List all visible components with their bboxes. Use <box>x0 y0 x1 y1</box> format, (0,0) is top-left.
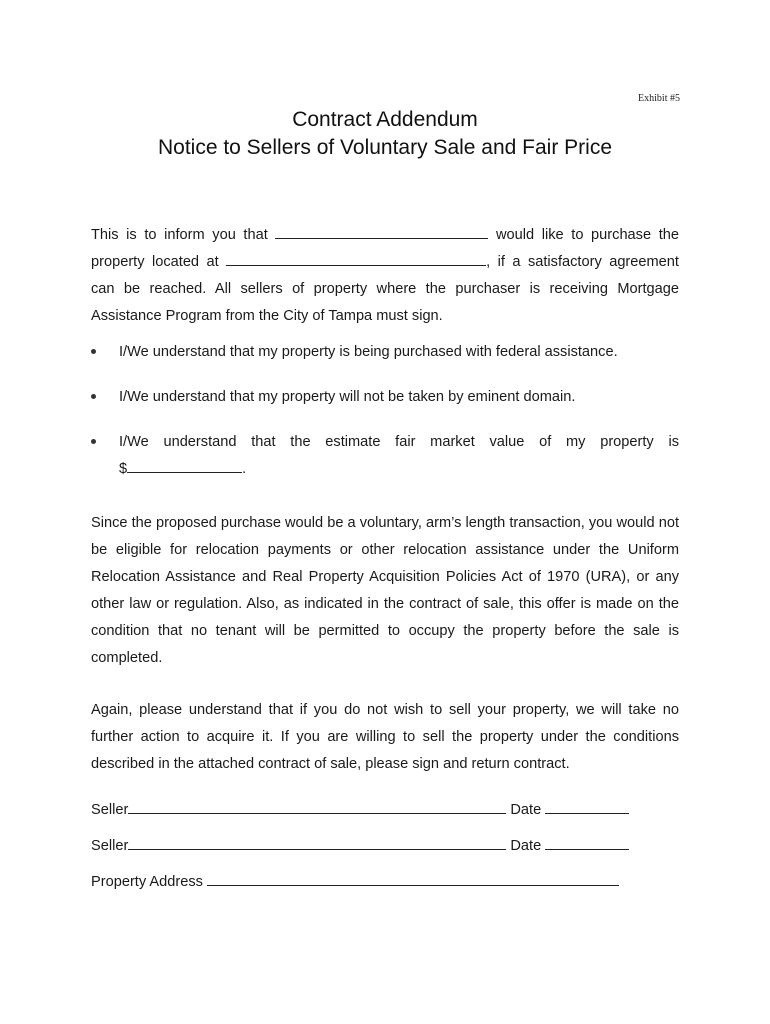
title-line-1: Contract Addendum <box>292 108 478 131</box>
property-address-field[interactable] <box>207 870 619 886</box>
date-label: Date <box>510 838 542 854</box>
closing-paragraph: Again, please understand that if you do not wish to sell your property, we will take no further action to acquire it. If you are willing to sell the property under the conditions described in the attached contract of sale, please sign and return contract. <box>91 702 679 772</box>
exhibit-number: Exhibit #5 <box>638 93 680 104</box>
intro-text-4: , if a satisfactory agreement <box>486 254 679 270</box>
bullet-text: I/We understand that my property is being purchased with federal assistance. <box>119 344 618 360</box>
date-label: Date <box>510 802 542 818</box>
property-location-blank[interactable] <box>226 250 486 266</box>
intro-text-1: This is to inform you that <box>91 227 268 243</box>
bullet-text: I/We understand that the estimate fair market value of my property is <box>119 434 679 450</box>
bullet-icon <box>91 394 96 399</box>
dollar-sign: $ <box>119 461 128 477</box>
date-field[interactable] <box>545 798 629 814</box>
relocation-paragraph: Since the proposed purchase would be a voluntary, arm’s length transaction, you would not be eligible for relocation payments or other relocation assistance under the Uniform Relocation Assistance and Real Property Acquisition Policies Act of 1970 (URA), or any other law or regulation. Also, as indicated in the contract of sale, this offer is made on the condition that no tenant will be permitted to occupy the property before the sale is completed. <box>91 515 679 666</box>
seller-label: Seller <box>91 838 129 854</box>
intro-text-2: would like to purchase the <box>496 227 679 243</box>
fair-market-value-blank[interactable] <box>127 457 242 473</box>
purchaser-name-blank[interactable] <box>275 223 488 239</box>
seller-label: Seller <box>91 802 129 818</box>
bullet-text: I/We understand that my property will not be taken by eminent domain. <box>119 389 576 405</box>
period: . <box>242 461 247 477</box>
bullet-text-block <box>119 429 679 483</box>
bullet-icon <box>91 349 96 354</box>
intro-line-4: Assistance Program from the City of Tampa must sign. <box>91 308 443 324</box>
title-line-2: Notice to Sellers of Voluntary Sale and Fair Price <box>157 136 613 159</box>
intro-line-2 <box>91 249 679 276</box>
intro-line-3: can be reached. All sellers of property where the purchaser is receiving Mortgage <box>91 281 679 297</box>
seller-signature-field[interactable] <box>128 834 506 850</box>
intro-line-1 <box>91 222 679 249</box>
intro-paragraph <box>91 222 679 330</box>
property-address-label: Property Address <box>91 874 203 890</box>
property-address-row <box>91 870 619 892</box>
document-title <box>0 106 770 162</box>
intro-text-3: property located at <box>91 254 219 270</box>
date-field[interactable] <box>545 834 629 850</box>
seller-signature-row-1 <box>91 798 629 820</box>
bullet-icon <box>91 439 96 444</box>
seller-signature-row-2 <box>91 834 629 856</box>
seller-signature-field[interactable] <box>128 798 506 814</box>
